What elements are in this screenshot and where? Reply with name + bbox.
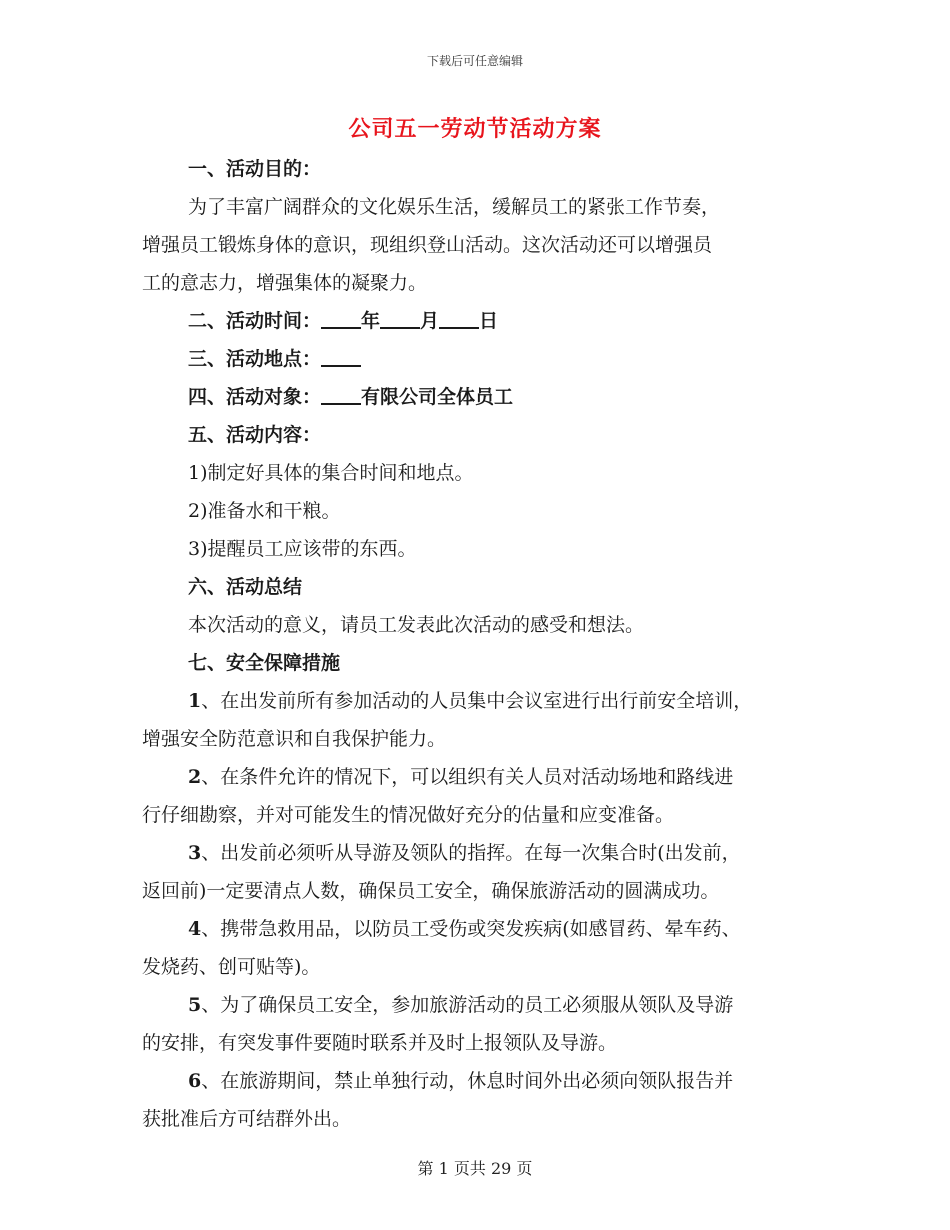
list-item-continuation: 返回前)一定要清点人数，确保员工安全，确保旅游活动的圆满成功。 xyxy=(142,880,720,902)
paragraph-line: 为了丰富广阔群众的文化娱乐生活，缓解员工的紧张工作节奏， xyxy=(188,196,721,218)
list-item: 3)提醒员工应该带的东西。 xyxy=(188,538,417,560)
list-item-continuation: 获批准后方可结群外出。 xyxy=(142,1108,352,1130)
list-item: 1)制定好具体的集合时间和地点。 xyxy=(188,462,474,484)
list-item: 5、为了确保员工安全，参加旅游活动的员工必须服从领队及导游 xyxy=(188,994,734,1016)
section-heading-time: 二、活动时间： 年 月 日 xyxy=(142,302,822,340)
list-item-continuation: 发烧药、创可贴等)。 xyxy=(142,956,321,978)
list-item: 6、在旅游期间，禁止单独行动，休息时间外出必须向领队报告并 xyxy=(188,1070,734,1092)
section-heading-participants: 四、活动对象： 有限公司全体员工 xyxy=(142,378,822,416)
document-title: 公司五一劳动节活动方案 xyxy=(348,116,602,142)
section-heading-safety: 七、安全保障措施 xyxy=(188,652,341,674)
paragraph-line: 本次活动的意义，请员工发表此次活动的感受和想法。 xyxy=(188,614,645,636)
list-item-continuation: 增强安全防范意识和自我保护能力。 xyxy=(142,728,447,750)
list-item: 1、在出发前所有参加活动的人员集中会议室进行出行前安全培训， xyxy=(188,690,753,712)
list-item-continuation: 的安排，有突发事件要随时联系并及时上报领队及导游。 xyxy=(142,1032,618,1054)
document-body xyxy=(142,150,822,1138)
blank-line xyxy=(439,307,479,329)
blank-line xyxy=(321,345,361,367)
list-item: 4、携带急救用品，以防员工受伤或突发疾病(如感冒药、晕车药、 xyxy=(188,918,741,940)
paragraph-line: 增强员工锻炼身体的意识，现组织登山活动。这次活动还可以增强员 xyxy=(142,234,713,256)
list-item-continuation: 行仔细勘察，并对可能发生的情况做好充分的估量和应变准备。 xyxy=(142,804,675,826)
blank-line xyxy=(321,307,361,329)
section-heading-purpose: 一、活动目的： xyxy=(188,158,322,180)
section-heading-summary: 六、活动总结 xyxy=(188,576,303,598)
list-item: 3、出发前必须听从导游及领队的指挥。在每一次集合时(出发前， xyxy=(188,842,741,864)
blank-line xyxy=(321,383,361,405)
list-item: 2、在条件允许的情况下，可以组织有关人员对活动场地和路线进 xyxy=(188,766,734,788)
section-heading-content: 五、活动内容： xyxy=(188,424,322,446)
list-item: 2)准备水和干粮。 xyxy=(188,500,341,522)
header-note: 下载后可任意编辑 xyxy=(426,54,523,68)
paragraph-line: 工的意志力，增强集体的凝聚力。 xyxy=(142,272,428,294)
page-footer: 第 1 页共 29 页 xyxy=(417,1159,533,1178)
section-heading-location: 三、活动地点： xyxy=(142,340,822,378)
blank-line xyxy=(380,307,420,329)
